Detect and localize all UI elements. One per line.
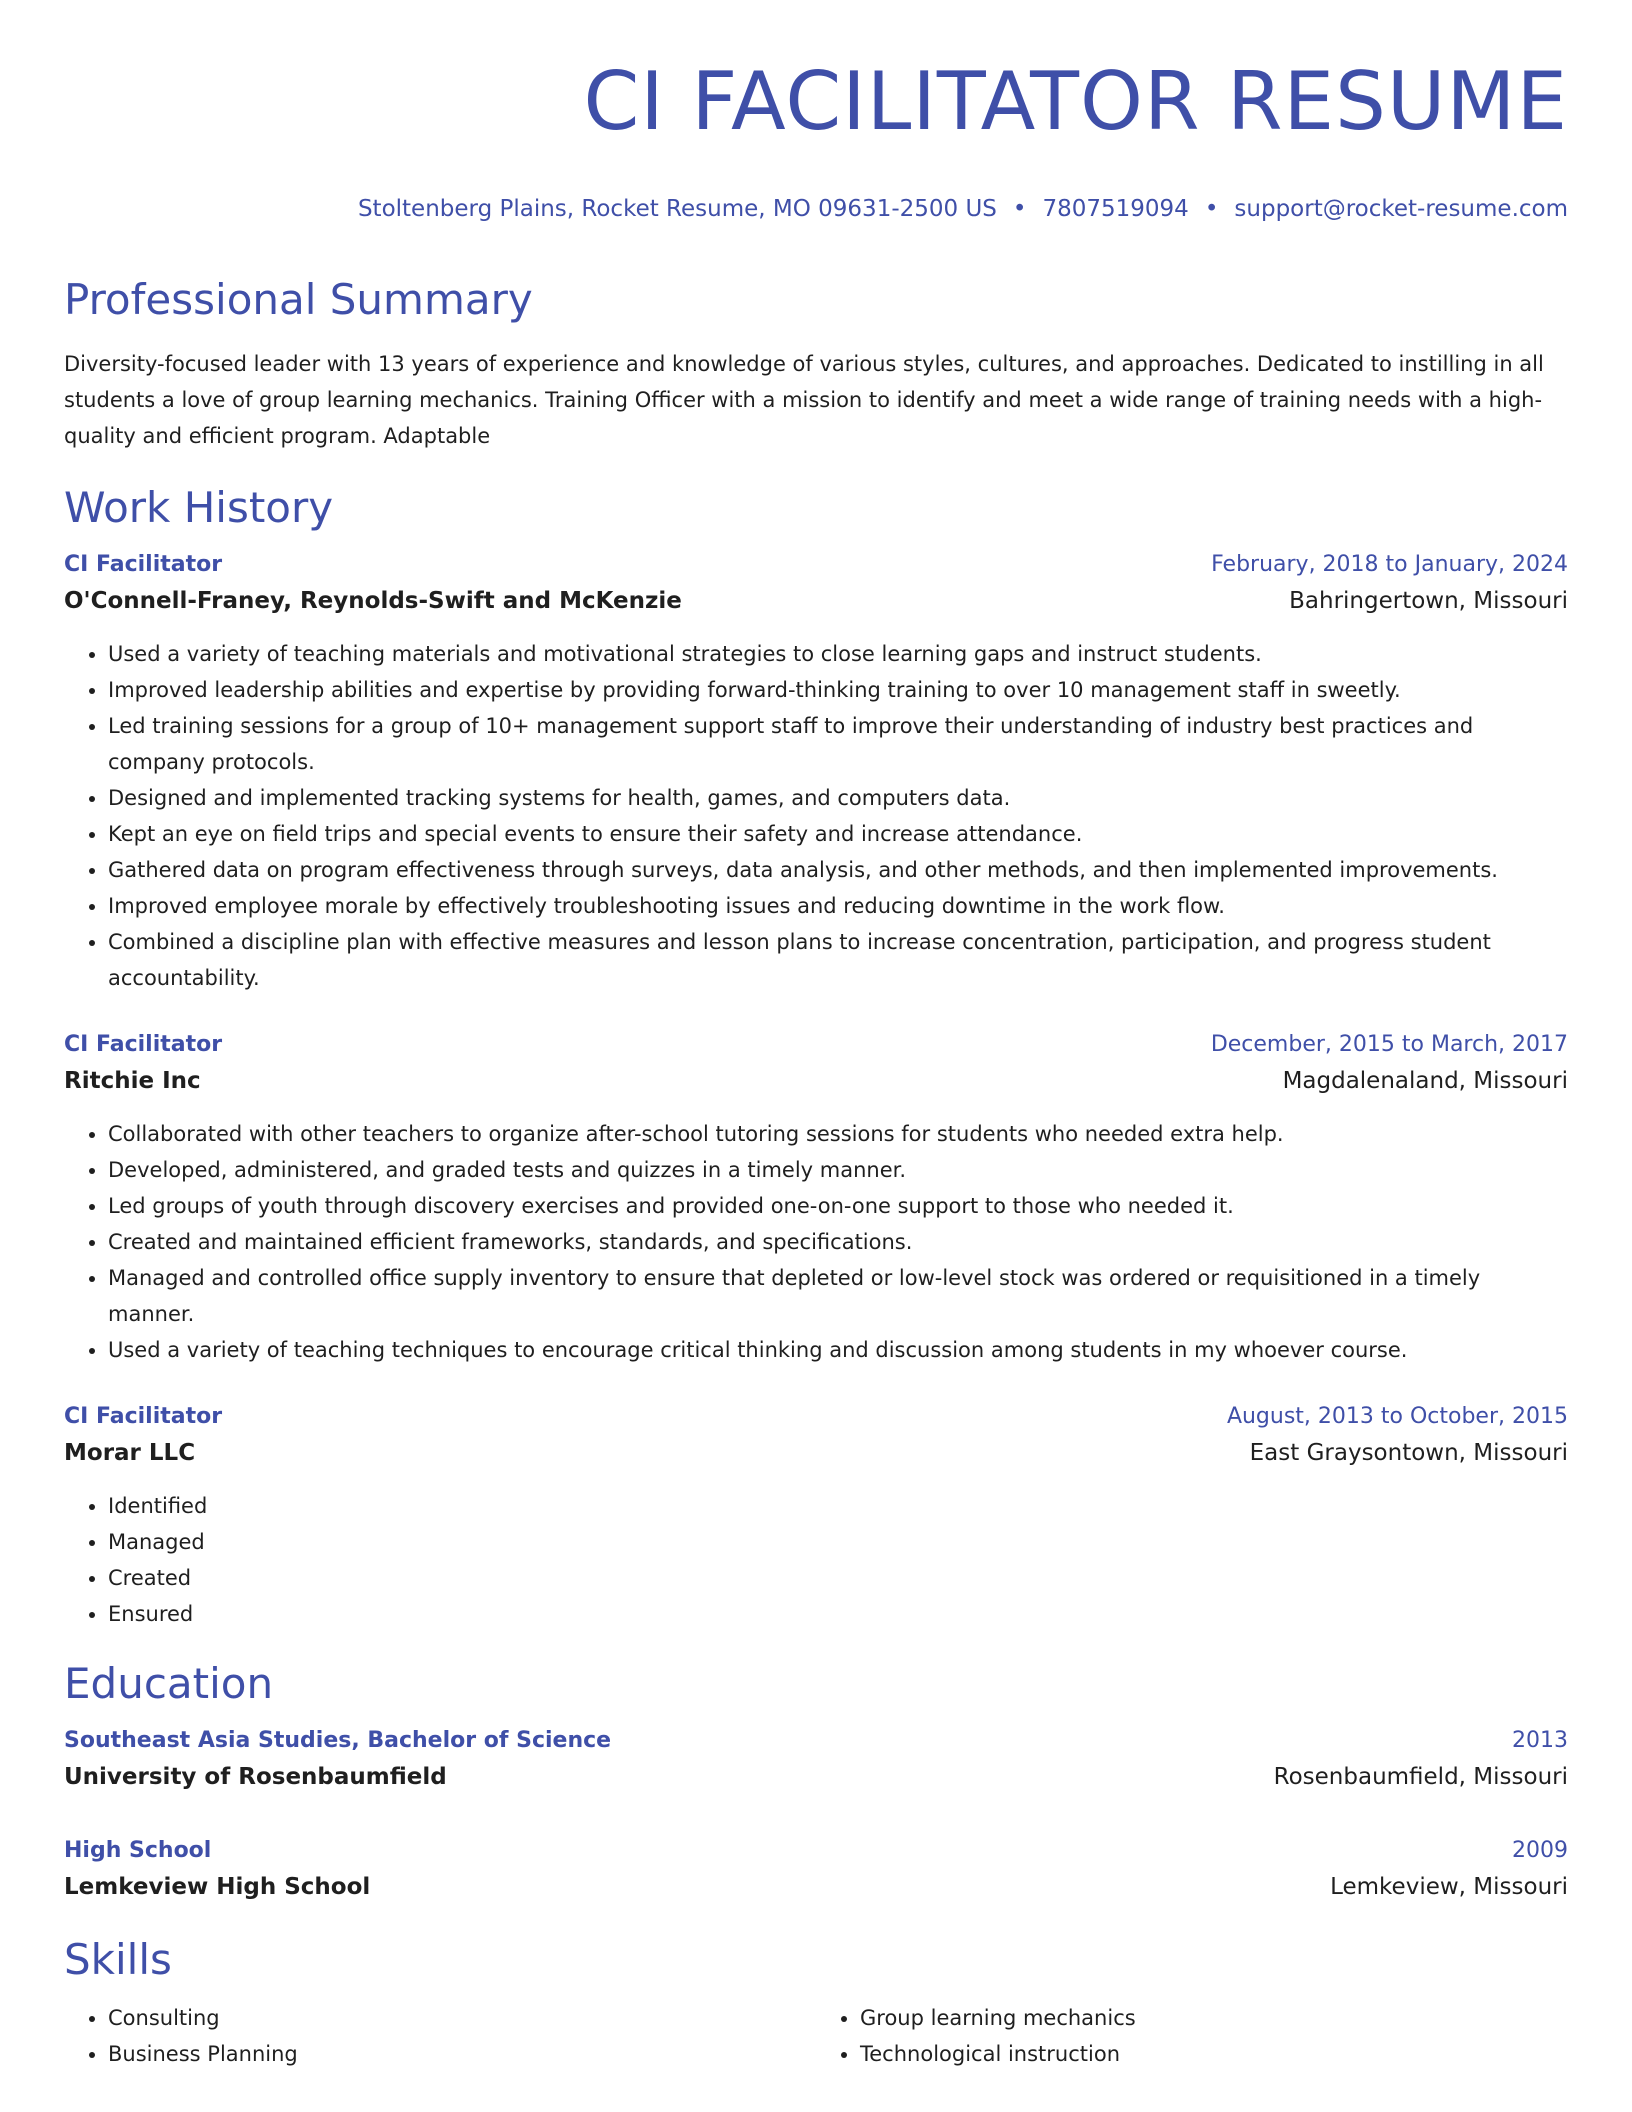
job-location: Bahringertown, Missouri	[1289, 588, 1568, 614]
contact-separator: •	[1012, 196, 1027, 222]
job-bullet: • Created	[108, 1560, 1568, 1596]
job-bullet: • Improved employee morale by effectively troubleshooting issues and reducing downtime in the work flow.	[108, 888, 1568, 924]
job-dates: December, 2015 to March, 2017	[1210, 1032, 1568, 1057]
job-dates: February, 2018 to January, 2024	[1211, 552, 1568, 577]
job-title: CI Facilitator	[64, 1032, 223, 1057]
job-bullet: • Improved leadership abilities and expertise by providing forward-thinking training to over 10 management staff in sweetly.	[108, 672, 1568, 708]
contact-separator: •	[1204, 196, 1219, 222]
skills-list	[64, 2000, 1568, 2072]
education-degree: Southeast Asia Studies, Bachelor of Science	[64, 1728, 612, 1753]
contact-email[interactable]: support@rocket-resume.com	[1234, 196, 1568, 222]
summary-text: Diversity-focused leader with 13 years of experience and knowledge of various styles, cultures, and approaches. Dedicated to instilling in all students a love of group learning mechanics. Training Officer with a mission to identify and meet a wide range of training needs with a high-quality and efficient program. Adaptable	[64, 352, 1544, 448]
job-bullet: • Designed and implemented tracking systems for health, games, and computers data.	[108, 780, 1568, 816]
contact-address: Stoltenberg Plains, Rocket Resume, MO 09631-2500 US	[357, 196, 997, 222]
education-location: Rosenbaumfield, Missouri	[1273, 1764, 1568, 1790]
contact-phone[interactable]: 7807519094	[1042, 196, 1189, 222]
job-bullet: • Led training sessions for a group of 10+ management support staff to improve their understanding of industry best practices and company protocols.	[108, 708, 1568, 780]
summary-section	[64, 274, 1568, 454]
education-entry	[64, 1834, 1568, 1906]
education-year: 2013	[1512, 1728, 1568, 1753]
job-bullet: • Used a variety of teaching materials and motivational strategies to close learning gaps and instruct students.	[108, 636, 1568, 672]
job-bullets	[64, 1488, 1568, 1632]
job-bullet: • Created and maintained efficient frameworks, standards, and specifications.	[108, 1224, 1568, 1260]
job-location: East Graysontown, Missouri	[1249, 1440, 1568, 1466]
job-title: CI Facilitator	[64, 1404, 223, 1429]
job-bullet: • Used a variety of teaching techniques to encourage critical thinking and discussion among students in my whoever course.	[108, 1332, 1568, 1368]
skill-item: • Technological instruction	[860, 2036, 1568, 2072]
job-bullet: • Collaborated with other teachers to organize after-school tutoring sessions for students who needed extra help.	[108, 1116, 1568, 1152]
education-section	[64, 1658, 1568, 1906]
job-dates: August, 2013 to October, 2015	[1226, 1404, 1568, 1429]
job-location: Magdalenaland, Missouri	[1282, 1068, 1568, 1094]
work-history-heading: Work History	[64, 483, 334, 532]
job-company: Morar LLC	[64, 1440, 196, 1466]
summary-heading: Professional Summary	[64, 275, 533, 324]
job-entry	[64, 1400, 1568, 1632]
contact-line	[64, 194, 1568, 224]
job-company: O'Connell-Franey, Reynolds-Swift and McKenzie	[64, 588, 682, 614]
skill-item: • Consulting	[108, 2000, 816, 2036]
job-bullet: • Managed and controlled office supply inventory to ensure that depleted or low-level stock was ordered or requisitioned in a timely manner.	[108, 1260, 1568, 1332]
job-bullet: • Managed	[108, 1524, 1568, 1560]
job-entry	[64, 1028, 1568, 1368]
education-school: University of Rosenbaumfield	[64, 1764, 447, 1790]
job-bullet: • Led groups of youth through discovery exercises and provided one-on-one support to those who needed it.	[108, 1188, 1568, 1224]
job-bullet: • Combined a discipline plan with effective measures and lesson plans to increase concentration, participation, and progress student accountability.	[108, 924, 1568, 996]
job-entry	[64, 548, 1568, 996]
education-heading: Education	[64, 1659, 274, 1708]
resume-title: CI FACILITATOR RESUME	[583, 55, 1568, 148]
job-bullets	[64, 636, 1568, 996]
skills-heading: Skills	[64, 1935, 172, 1984]
education-entry	[64, 1724, 1568, 1796]
skill-item: • Business Planning	[108, 2036, 816, 2072]
skills-section	[64, 1934, 1568, 2072]
job-bullet: • Developed, administered, and graded tests and quizzes in a timely manner.	[108, 1152, 1568, 1188]
job-bullet: • Kept an eye on field trips and special events to ensure their safety and increase attendance.	[108, 816, 1568, 852]
education-school: Lemkeview High School	[64, 1874, 371, 1900]
job-company: Ritchie Inc	[64, 1068, 201, 1094]
job-bullet: • Gathered data on program effectiveness through surveys, data analysis, and other methods, and then implemented improvements.	[108, 852, 1568, 888]
job-bullets	[64, 1116, 1568, 1368]
skill-item: • Group learning mechanics	[860, 2000, 1568, 2036]
work-history-section	[64, 482, 1568, 1632]
job-bullet: • Ensured	[108, 1596, 1568, 1632]
skills-column-left	[64, 2000, 816, 2072]
job-title: CI Facilitator	[64, 552, 223, 577]
skills-column-right	[816, 2000, 1568, 2072]
education-degree: High School	[64, 1838, 212, 1863]
education-location: Lemkeview, Missouri	[1330, 1874, 1568, 1900]
education-year: 2009	[1512, 1838, 1568, 1863]
job-bullet: • Identified	[108, 1488, 1568, 1524]
